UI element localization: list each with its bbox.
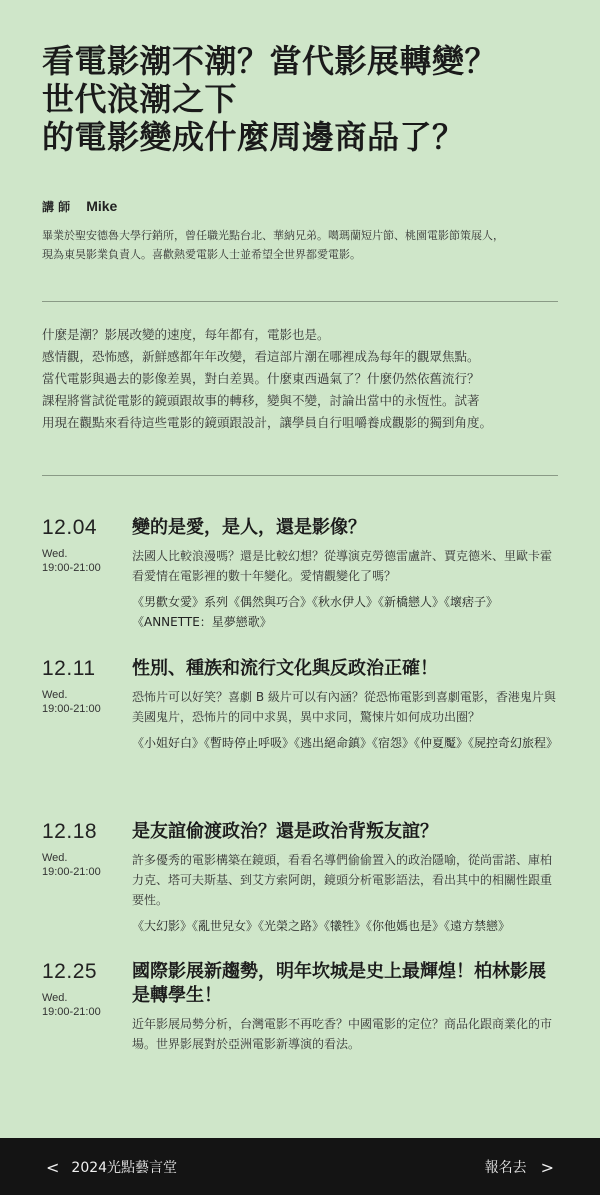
session-date: 12.11 [42, 657, 96, 680]
session-title: 國際影展新趨勢，明年坎城是史上最輝煌！柏林影展是轉學生！ [132, 961, 546, 1006]
intro-line-1: 什麼是潮？影展改變的速度，每年都有，電影也是。 [42, 327, 330, 342]
session-date: 12.25 [42, 960, 98, 983]
session-time: 19:00-21:00 [42, 562, 101, 574]
chevron-right-icon: > [540, 1157, 554, 1177]
teacher-row [42, 198, 117, 215]
bio-line-2: 現為東昊影業負責人。喜歡熱愛電影人士並希望全世界都愛電影。 [42, 248, 361, 261]
intro-line-4: 課程將嘗試從電影的鏡頭跟故事的轉移，變與不變，討論出當中的永恆性。試著 [42, 393, 480, 408]
session-date: 12.04 [42, 516, 98, 539]
signup-link[interactable] [485, 1157, 554, 1177]
bio-line-1: 畢業於聖安德魯大學行銷所，曾任職光點台北、華納兄弟。噶瑪蘭短片節、桃園電影節策展人， [42, 229, 504, 242]
teacher-label: 講 師 [42, 200, 71, 214]
session-films: 《小姐好白》《暫時停止呼吸》《逃出絕命鎮》《宿怨》《仲夏魘》《屍控奇幻旅程》 [132, 736, 559, 750]
session-description: 許多優秀的電影構築在鏡頭，看看名導們偷偷置入的政治隱喻，從尚雷諾、庫柏力克、塔可夫斯基、到艾方索阿朗，鏡頭分析電影語法，看出其中的相關性跟重要性。 [132, 853, 553, 907]
session-title: 性別、種族和流行文化與反政治正確！ [132, 658, 438, 679]
session-day: Wed. [42, 548, 68, 560]
session-films: 《大幻影》《亂世兒女》《光榮之路》《犧牲》《你他媽也是》《遠方禁戀》 [132, 919, 511, 933]
session-day: Wed. [42, 689, 68, 701]
session-films: 《男歡女愛》系列《偶然與巧合》《秋水伊人》《新橋戀人》《壞痞子》《ANNETTE：星夢戀歌》 [132, 595, 499, 629]
session-description: 恐怖片可以好笑？喜劇 B 級片可以有內涵？從恐怖電影到喜劇電影，香港鬼片與美國鬼片，恐怖片的同中求異，異中求同，驚悚片如何成功出圈？ [132, 690, 556, 724]
intro-line-2: 感情觀，恐怖感，新鮮感都年年改變，看這部片潮在哪裡成為每年的觀眾焦點。 [42, 349, 480, 364]
intro-line-3: 當代電影與過去的影像差異，對白差異。什麼東西過氣了？什麼仍然依舊流行？ [42, 371, 480, 386]
divider [42, 301, 558, 302]
course-intro [42, 324, 562, 434]
session-description: 法國人比較浪漫嗎？還是比較幻想？從導演克勞德雷盧許、賈克德米、里歐卡霍看愛情在電影裡的數十年變化。愛情觀變化了嗎？ [132, 549, 553, 583]
session-title: 是友誼偷渡政治？還是政治背叛友誼？ [132, 821, 438, 842]
footer-bar [0, 1138, 600, 1195]
teacher-name: Mike [86, 198, 118, 214]
title-line-3: 的電影變成什麼周邊商品了？ [42, 118, 465, 156]
session-day: Wed. [42, 992, 68, 1004]
intro-line-5: 用現在觀點來看待這些電影的鏡頭跟設計，讓學員自行咀嚼養成觀影的獨到角度。 [42, 415, 493, 430]
divider [42, 475, 558, 476]
session-time: 19:00-21:00 [42, 866, 101, 878]
title-line-1: 看電影潮不潮？當代影展轉變？ [42, 42, 498, 80]
back-link[interactable] [46, 1157, 177, 1177]
session-description: 近年影展局勢分析，台灣電影不再吃香？中國電影的定位？商品化跟商業化的市場。世界影展對於亞洲電影新導演的看法。 [132, 1017, 553, 1051]
back-link-label: 2024光點藝言堂 [71, 1160, 178, 1176]
session-time: 19:00-21:00 [42, 1006, 101, 1018]
session-title: 變的是愛，是人，還是影像？ [132, 517, 366, 538]
teacher-bio [42, 226, 562, 264]
title-line-2: 世代浪潮之下 [42, 80, 238, 118]
chevron-left-icon: < [46, 1157, 60, 1177]
session-time: 19:00-21:00 [42, 703, 101, 715]
signup-link-label: 報名去 [484, 1160, 527, 1176]
session-date: 12.18 [42, 820, 98, 843]
session-day: Wed. [42, 852, 68, 864]
page-title [42, 42, 562, 156]
